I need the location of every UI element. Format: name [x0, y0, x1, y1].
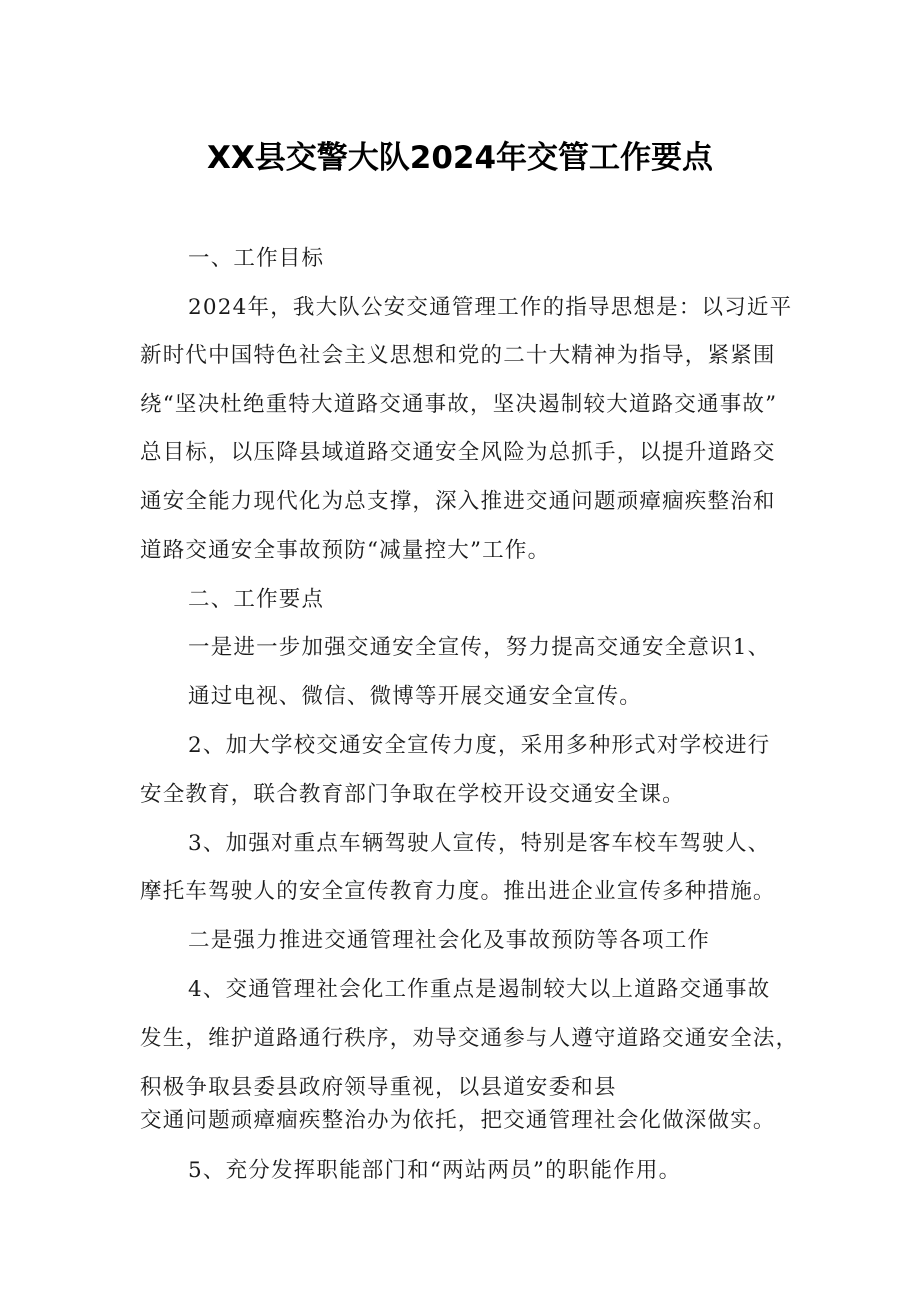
paragraph-line: 交通问题顽瘴痼疾整治办为依托，把交通管理社会化做深做实。	[140, 1108, 776, 1133]
paragraph-line: 5、充分发挥职能部门和“两站两员”的职能作用。	[188, 1158, 682, 1183]
paragraph-line: 绕“坚决杜绝重特大道路交通事故，坚决遏制较大道路交通事故”	[140, 392, 778, 417]
paragraph-line: 摩托车驾驶人的安全宣传教育力度。推出进企业宣传多种措施。	[140, 879, 776, 904]
paragraph-line: 通安全能力现代化为总支撑，深入推进交通问题顽瘴痼疾整治和	[140, 489, 776, 514]
section-heading-key-points: 二、工作要点	[188, 587, 325, 612]
paragraph-line: 一是进一步加强交通安全宣传，努力提高交通安全意识1、	[188, 635, 771, 660]
paragraph-line: 2024年，我大队公安交通管理工作的指导思想是：以习近平	[188, 295, 793, 320]
paragraph-line: 4、交通管理社会化工作重点是遏制较大以上道路交通事故	[188, 977, 771, 1002]
section-heading-goals: 一、工作目标	[188, 246, 325, 271]
paragraph-line: 二是强力推进交通管理社会化及事故预防等各项工作	[188, 928, 711, 953]
paragraph-line: 2、加大学校交通安全宣传力度，采用多种形式对学校进行	[188, 733, 771, 758]
paragraph-line: 新时代中国特色社会主义思想和党的二十大精神为指导，紧紧围	[140, 343, 776, 368]
paragraph-line: 总目标，以压降县域道路交通安全风险为总抓手，以提升道路交	[140, 440, 776, 465]
paragraph-line: 积极争取县委县政府领导重视，以县道安委和县	[140, 1075, 617, 1100]
paragraph-line: 道路交通安全事故预防“减量控大”工作。	[140, 538, 551, 563]
paragraph-line: 3、加强对重点车辆驾驶人宣传，特别是客车校车驾驶人、	[188, 831, 771, 856]
paragraph-line: 发生，维护道路通行秩序，劝导交通参与人遵守道路交通安全法，	[140, 1026, 799, 1051]
paragraph-line: 安全教育，联合教育部门争取在学校开设交通安全课。	[140, 782, 685, 807]
paragraph-line: 通过电视、微信、微博等开展交通安全宣传。	[188, 684, 643, 709]
document-title: XX县交警大队2024年交管工作要点	[206, 140, 714, 176]
